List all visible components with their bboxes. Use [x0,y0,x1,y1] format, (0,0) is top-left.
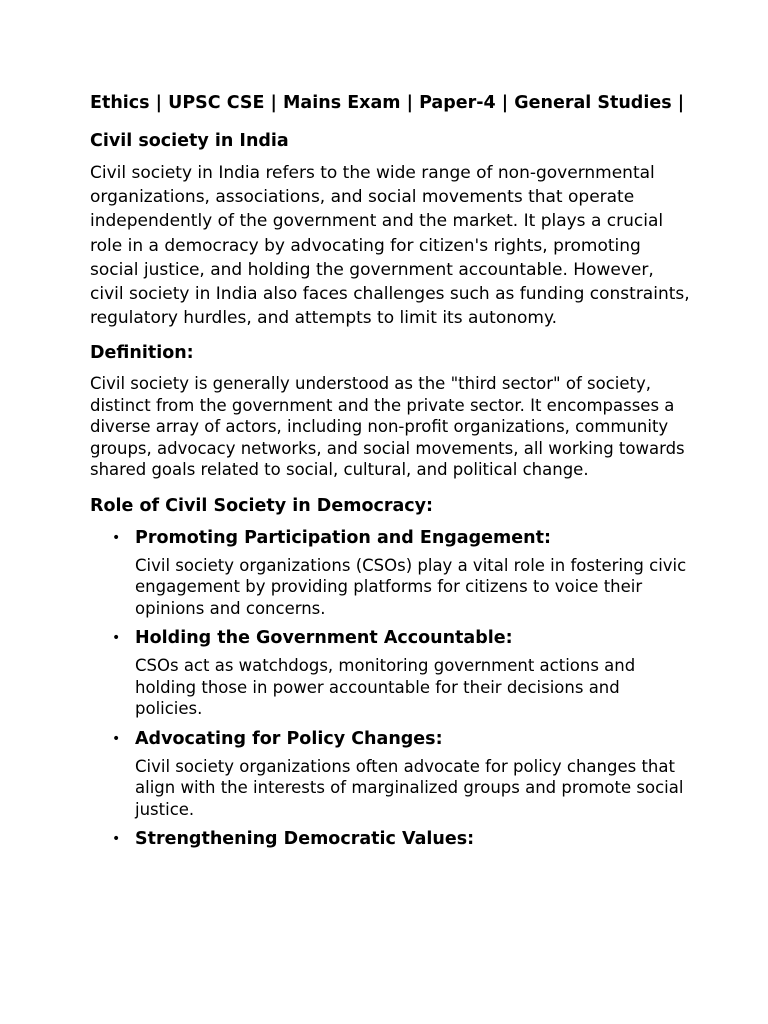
role-item-title: Strengthening Democratic Values: [135,829,475,850]
definition-heading: Definition: [90,343,194,364]
definition-paragraph: Civil society is generally understood as the "third sector" of society, distinct from the government and the private sector. It encompasses a diverse array of actors, including non-profit organizations, community groups, advocacy networks, and social movements, all working towards shared goals related to social, cultural, and political change. [90,374,685,480]
role-item-accountability [90,626,690,720]
role-item-democratic-values [90,827,690,851]
document-page [90,91,690,858]
bullet-icon: • [112,730,121,747]
bullet-icon: • [112,630,121,647]
role-item-policy [90,727,690,821]
role-item-text: Civil society organizations often advocate for policy changes that align with the interests of marginalized groups and promote social justice. [135,756,684,819]
role-item-title: Promoting Participation and Engagement: [135,527,551,548]
role-item-participation [90,526,690,620]
role-item-title: Advocating for Policy Changes: [135,728,443,749]
intro-paragraph: Civil society in India refers to the wide range of non-governmental organizations, associations, and social movements that operate independently of the government and the market. It plays a crucial role in a democracy by advocating for citizen's rights, promoting social justice, and holding the government accountable. However, civil society in India also faces challenges such as funding constraints, regulatory hurdles, and attempts to limit its autonomy. [90,163,690,329]
role-item-title: Holding the Government Accountable: [135,628,513,649]
role-item-text: CSOs act as watchdogs, monitoring government actions and holding those in power accountable for their decisions and policies. [135,656,636,719]
document-title: Ethics | UPSC CSE | Mains Exam | Paper-4 | General Studies | [90,93,685,113]
role-heading: Role of Civil Society in Democracy: [90,495,434,516]
role-item-text: Civil society organizations (CSOs) play a vital role in fostering civic engagement by providing platforms for citizens to voice their opinions and concerns. [135,555,687,618]
bullet-icon: • [112,831,121,848]
role-list [90,526,690,852]
bullet-icon: • [112,529,121,546]
page-heading: Civil society in India [90,131,289,151]
